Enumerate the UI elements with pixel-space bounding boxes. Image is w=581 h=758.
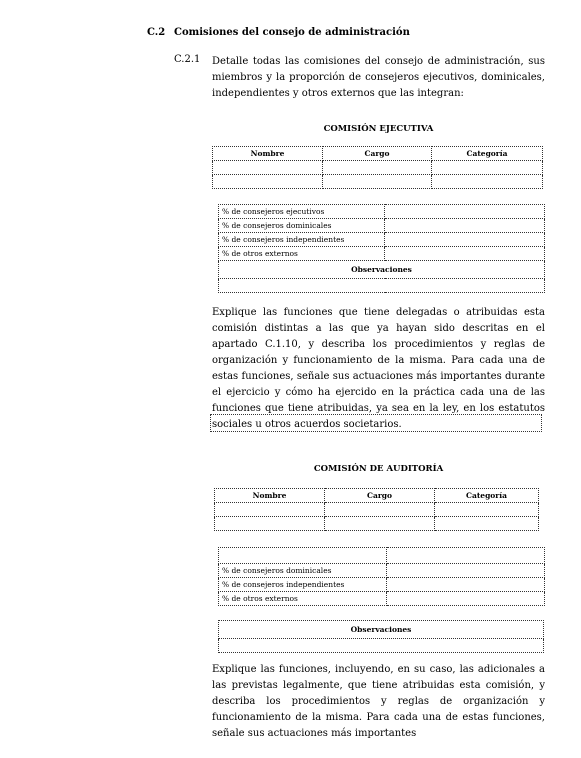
- observaciones-row: [219, 279, 545, 293]
- members-table-auditoria: [214, 488, 539, 531]
- cell-cargo[interactable]: [325, 503, 435, 517]
- cell-cargo[interactable]: [323, 175, 432, 189]
- column-header-categoria: Categoría: [435, 489, 539, 503]
- cell-nombre[interactable]: [215, 517, 325, 531]
- table-row: [215, 503, 539, 517]
- pct-label: % de consejeros independientes: [219, 233, 385, 247]
- pct-table-auditoria: [218, 547, 545, 606]
- observaciones-row: [219, 639, 544, 653]
- pct-value[interactable]: [387, 592, 545, 606]
- pct-label: % de consejeros independientes: [219, 578, 387, 592]
- pct-value[interactable]: [385, 233, 545, 247]
- pct-label: % de otros externos: [219, 592, 387, 606]
- cell-categoria[interactable]: [432, 161, 543, 175]
- cell-categoria[interactable]: [432, 175, 543, 189]
- table-row: [213, 175, 543, 189]
- pct-label: [219, 548, 387, 564]
- cell-categoria[interactable]: [435, 503, 539, 517]
- committee-title-ejecutiva: COMISIÓN EJECUTIVA: [323, 124, 434, 134]
- table-row: [215, 517, 539, 531]
- pct-value[interactable]: [387, 548, 545, 564]
- observaciones-label: Observaciones: [219, 621, 544, 639]
- subsection-text: Detalle todas las comisiones del consejo de administración, sus miembros y la proporción de consejeros ejecutivos, dominicales, independientes y otros externos que las integran:: [212, 56, 545, 99]
- members-table-ejecutiva: [212, 146, 543, 189]
- auditoria-functions-paragraph: Explique las funciones, incluyendo, en su caso, las adicionales a las previstas legalmente, que tiene atribuidas esta comisión, y describa los procedimientos y reglas de organización y funcionamiento de la misma. Para cada una de estas funciones, señale sus actuaciones más importantes: [212, 664, 545, 739]
- pct-label: % de consejeros ejecutivos: [219, 205, 385, 219]
- column-header-cargo: Cargo: [323, 147, 432, 161]
- table-row: [213, 161, 543, 175]
- pct-value[interactable]: [387, 578, 545, 592]
- pct-value[interactable]: [385, 205, 545, 219]
- pct-row: [219, 578, 545, 592]
- ejecutiva-functions-paragraph: Explique las funciones que tiene delegadas o atribuidas esta comisión distintas a las que ya hayan sido descritas en el apartado C.1.10, y describa los procedimientos y reglas de organización y funcionamiento de la misma. Para cada una de estas funciones, señale sus actuaciones más importantes durante el ejercicio y cómo ha ejercido en la práctica cada una de las funciones que tiene atribuidas, ya sea en la ley, en los estatutos sociales u otros acuerdos societarios.: [212, 307, 545, 430]
- pct-row: [219, 233, 545, 247]
- pct-value[interactable]: [385, 247, 545, 261]
- section-number: C.2: [147, 27, 166, 38]
- section-title: Comisiones del consejo de administración: [174, 27, 410, 38]
- observaciones-field[interactable]: [219, 639, 544, 653]
- column-header-cargo: Cargo: [325, 489, 435, 503]
- subsection-number: C.2.1: [174, 54, 201, 65]
- table-header-row: [213, 147, 543, 161]
- cell-nombre[interactable]: [213, 175, 323, 189]
- column-header-categoria: Categoría: [432, 147, 543, 161]
- pct-row: [219, 219, 545, 233]
- observaciones-header-row: [219, 621, 544, 639]
- column-header-nombre: Nombre: [215, 489, 325, 503]
- pct-label: % de consejeros dominicales: [219, 219, 385, 233]
- column-header-nombre: Nombre: [213, 147, 323, 161]
- cell-categoria[interactable]: [435, 517, 539, 531]
- pct-row: [219, 247, 545, 261]
- pct-table-ejecutiva: [218, 204, 545, 293]
- pct-label: % de consejeros dominicales: [219, 564, 387, 578]
- ejecutiva-functions-field[interactable]: [210, 414, 542, 432]
- cell-nombre[interactable]: [213, 161, 323, 175]
- cell-nombre[interactable]: [215, 503, 325, 517]
- observaciones-label: Observaciones: [219, 261, 545, 279]
- pct-label: % de otros externos: [219, 247, 385, 261]
- cell-cargo[interactable]: [323, 161, 432, 175]
- committee-title-auditoria: COMISIÓN DE AUDITORÍA: [313, 464, 444, 474]
- observaciones-header-row: [219, 261, 545, 279]
- observaciones-table-auditoria: [218, 620, 544, 653]
- observaciones-field[interactable]: [219, 279, 545, 293]
- pct-row: [219, 592, 545, 606]
- pct-value[interactable]: [387, 564, 545, 578]
- pct-row: [219, 548, 545, 564]
- cell-cargo[interactable]: [325, 517, 435, 531]
- pct-value[interactable]: [385, 219, 545, 233]
- table-header-row: [215, 489, 539, 503]
- pct-row: [219, 205, 545, 219]
- pct-row: [219, 564, 545, 578]
